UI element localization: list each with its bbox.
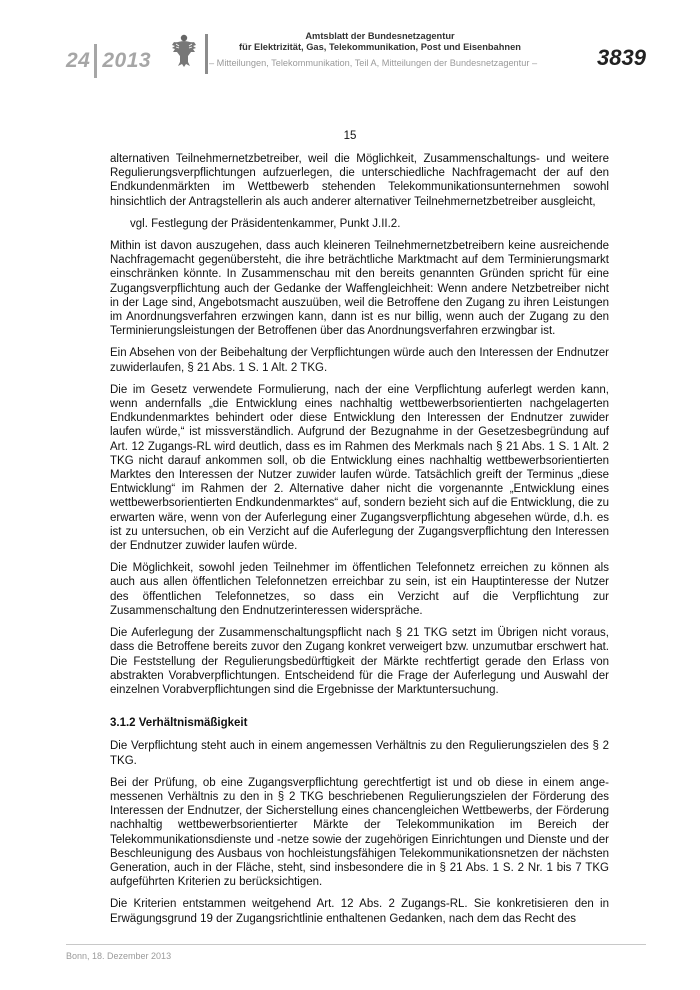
issue-number [66, 46, 151, 76]
gazette-subtitle: für Elektrizität, Gas, Telekommunikation, Post und Eisenbahnen [239, 42, 521, 52]
paragraph: Die Auferlegung der Zusammenschaltungspflicht nach § 21 TKG setzt im Übrigen nicht voraus, dass die Betroffene bereits zuvor den Zugang konkret verweigert bzw. unzumutbar erschwert hat. Die Feststellung der Regulierungsbedürftigkeit der Märkte rechtfertigt gerade den Erlass von abstrakten Vorabverpflichtungen. Entscheidend für die Frage der Auferlegung und Auswahl der einzelnen Vorabverpflichtungen sind die Ergebnisse der Marktuntersuchung. [110, 627, 609, 696]
footer-place-date: Bonn, 18. Dezember 2013 [66, 951, 172, 961]
issue-label: 24 [66, 49, 91, 72]
section-heading: 3.1.2 Verhältnismäßigkeit [110, 717, 248, 730]
document-body [110, 152, 609, 934]
issue-year: 2013 [102, 49, 152, 72]
federal-eagle-icon [171, 32, 197, 68]
paragraph: Die Verpflichtung steht auch in einem angemessen Verhältnis zu den Regulierungszielen des § 2 TKG. [110, 740, 609, 767]
paragraph: Bei der Prüfung, ob eine Zugangsverpflichtung gerechtfertigt ist und ob diese in einem ange-messenen Verhältnis zu den in § 2 TKG beschriebenen Regulierungszielen der Förderung des Interessen der Endnutzer, der Sicherstellung eines chancengleichen Wettbewerbs, der Förderung nachhaltig wettbewerbsorientierter Märkte der Telekommunikation im Bereich der Telekommunikationsdienste und -netze sowie der zugehörigen Einrichtungen und Dienste und der Beschleunigung des Ausbaus von hochleistungsfähigen Telekommunikationsnetzen der nächsten Generation, auch in der Fläche, steht, sind insbesondere die in § 21 Abs. 1 S. 2 Nr. 1 bis 7 TKG aufgeführten Kriterien zu berücksichtigen. [110, 776, 609, 889]
paragraph: alternativen Teilnehmernetzbetreiber, weil die Möglichkeit, Zusammenschaltungs- und weitere Regulierungsverpflichtungen aufzuerlegen, die unterschiedliche Nachfragemacht der auf den Endkundenmärkten im Wettbewerb stehenden Telekommunikationsunternehmen sowohl hinsichtlich der Antragstellerin als auch anderer alternativer Teilnehmernetzbetreiber ausgleicht, [110, 153, 609, 208]
paragraph: Die im Gesetz verwendete Formulierung, nach der eine Verpflichtung auferlegt werden kann, wenn andernfalls „die Entwicklung eines nachhaltig wettbewerbsorientierten nachgelagerten Endkundenmarktes behindert oder diese Entwicklung den Interessen der Endnutzer zuwider laufen würde,“ ist missverständlich. Aufgrund der Bezugnahme in der Gesetzesbegründung auf Art. 12 Zugangs-RL wird deutlich, dass es im Rahmen des Merkmals nach § 21 Abs. 1 S. 1 Alt. 2 TKG nicht darauf ankommen soll, ob die Entwicklung eines nachhaltig wettbewerbsorientierten Marktes den Interessen der Nutzer zuwider laufen würde. Tatsächlich greift der Terminus „diese Entwicklung“ im Rahmen der 2. Alternative daher nicht die vorgenannte „Entwicklung eines wettbewerbsorientierten Endkundenmarktes“ auf, sondern bezieht sich auf die Entwicklung, die zu erwarten wäre, wenn von der Auferlegung einer Zugangsverpflichtung abgesehen würde, d.h. es ist zu untersuchen, ob ein Verzicht auf die Auferlegung der Zugangsverpflichtung den Interessen der Endnutzer zuwider laufen würde. [110, 383, 609, 553]
paragraph: Mithin ist davon auszugehen, dass auch kleineren Teilnehmernetzbetreibern keine ausreichende Nachfragemacht gegenübersteht, die ihre beträchtliche Marktmacht auf dem Terminierungsmarkt einschränken könnte. In Zusammenschau mit den bereits genannten Gründen spricht für eine Zugangsverpflichtung auch der Gedanke der Waffengleichheit: Wenn andere Netzbetreiber nicht in der Lage sind, Angebotsmacht auszuüben, weil die Betroffene den Zugang zu ihren Leistungen im Anordnungsverfahren erzwingen kann, dann ist es nur billig, wenn auch der Zugang zu den Terminierungsleistungen der Betroffenen über das Anordnungsverfahren erzwingbar ist. [110, 240, 609, 338]
gazette-section: – Mitteilungen, Telekommunikation, Teil A, Mitteilungen der Bundesnetzagentur – [209, 58, 538, 68]
footer-divider [66, 944, 646, 945]
header-divider [205, 34, 208, 74]
paragraph: Ein Absehen von der Beibehaltung der Verpflichtungen würde auch den Interessen der Endnutzer zuwiderlaufen, § 21 Abs. 1 S. 1 Alt. 2 TKG. [110, 347, 609, 374]
gazette-title: Amtsblatt der Bundesnetzagentur [305, 31, 455, 41]
document-page-number: 15 [343, 130, 357, 142]
gazette-page-number: 3839 [597, 45, 646, 70]
paragraph: Die Möglichkeit, sowohl jeden Teilnehmer im öffentlichen Telefonnetz erreichen zu können als auch aus allen öffentlichen Telefonnetzen erreichbar zu sein, ist ein Hauptinteresse der Nutzer des öffentlichen Telefonnetzes, so dass ein Verzicht auf die Verpflichtung zur Zusammenschaltung den Endnutzerinteressen widerspräche. [110, 562, 609, 617]
paragraph: Die Kriterien entstammen weitgehend Art. 12 Abs. 2 Zugangs-RL. Sie konkretisieren den in Erwägungsgrund 19 der Zugangsrichtlinie enthaltenen Gedanken, nach dem das Recht des [110, 898, 609, 925]
citation: vgl. Festlegung der Präsidentenkammer, Punkt J.II.2. [130, 217, 401, 230]
issue-divider [94, 44, 97, 78]
